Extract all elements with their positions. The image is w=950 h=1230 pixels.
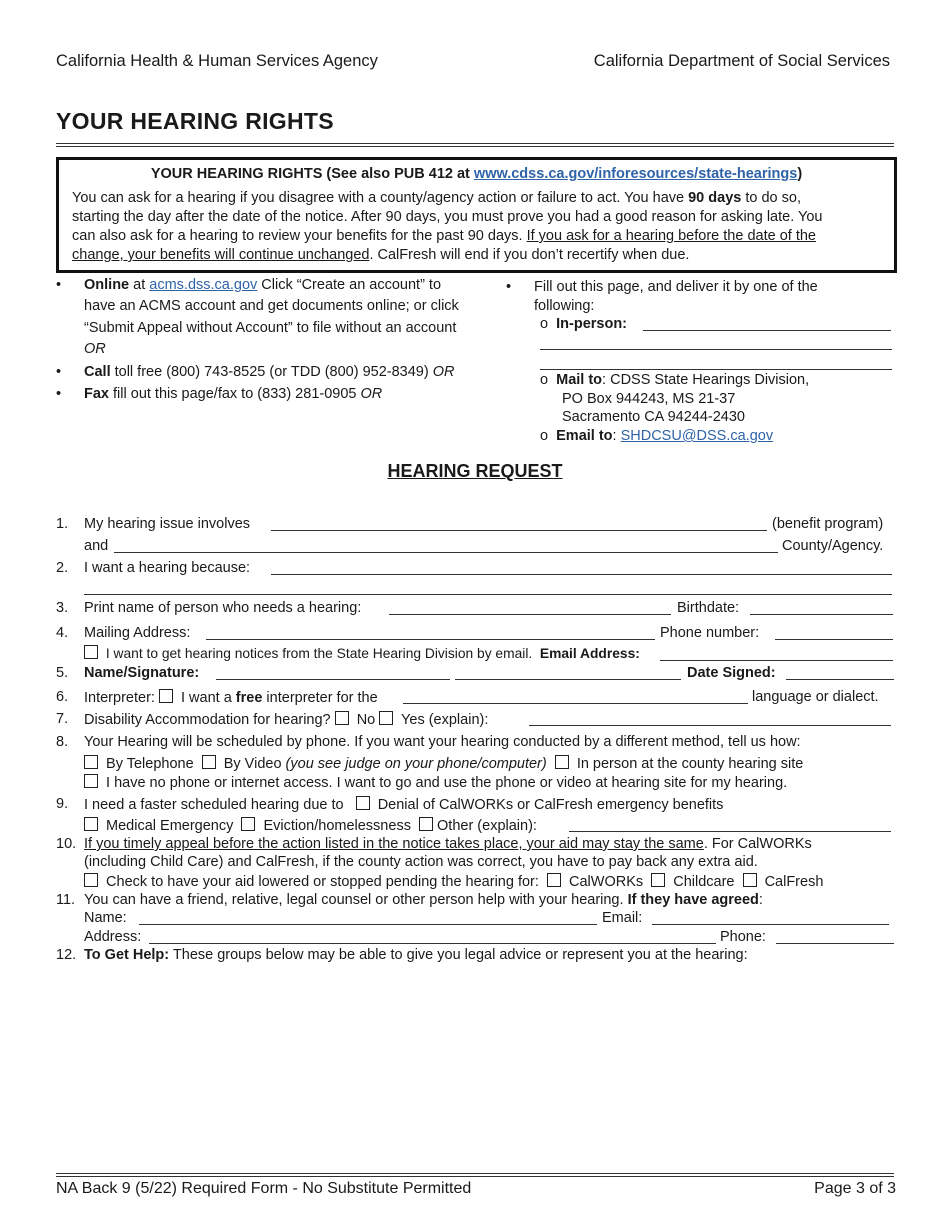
inperson-line[interactable] [643,330,891,331]
footer-divider [56,1173,894,1177]
rights-text-line: change, your benefits will continue unchanged. CalFresh will end if you don’t recertify when due. [72,247,690,263]
county-agency-field[interactable] [114,552,778,553]
get-help-text: To Get Help: These groups below may be able to give you legal advice or represent you at the hearing: [84,947,748,963]
item-number: 1. [56,516,69,532]
disability-yes-checkbox[interactable] [379,711,393,725]
calfresh-checkbox[interactable] [743,873,757,887]
video-checkbox[interactable] [202,755,216,769]
rights-box-heading: YOUR HEARING RIGHTS (See also PUB 412 at www.cdss.ca.gov/inforesources/state-hearings) [150,166,803,182]
other-checkbox[interactable] [419,817,433,831]
date-signed-field[interactable] [786,679,894,680]
reason-field-2[interactable] [84,594,892,595]
item-number: 3. [56,600,69,616]
birthdate-label: Birthdate: [677,600,740,616]
bullet: • [506,279,512,295]
mailing-address-label: Mailing Address: [84,625,191,641]
email-notice-checkbox[interactable] [84,645,98,659]
childcare-checkbox[interactable] [651,873,665,887]
aid-lowered-checkbox[interactable] [84,873,98,887]
mail-address-line: PO Box 944243, MS 21-37 [562,391,736,407]
aid-pending-text: If you timely appeal before the action listed in the notice takes place, your aid may stay the same. For CalWORKs [84,836,812,852]
item-number: 7. [56,711,69,727]
email-link[interactable]: SHDCSU@DSS.ca.gov [620,428,774,444]
rights-text-line: You can ask for a hearing if you disagree with a county/agency action or failure to act. You have 90 days to do so, [72,190,801,206]
rep-email-label: Email: [602,910,643,926]
benefit-program-field[interactable] [271,530,767,531]
deliver-intro: following: [534,298,595,314]
hearing-request-title: HEARING REQUEST [387,461,563,481]
online-option: Online at acms.dss.ca.gov Click “Create an account” to [84,277,442,293]
rep-email-field[interactable] [652,924,889,925]
item-number: 5. [56,665,69,681]
fax-option: Fax fill out this page/fax to (833) 281-0905 OR [84,386,383,402]
rep-name-field[interactable] [139,924,597,925]
item-number: 6. [56,689,69,705]
rep-phone-label: Phone: [720,929,766,945]
county-agency-label: County/Agency. [782,538,884,554]
email-option: o Email to: SHDCSU@DSS.ca.gov [540,428,774,444]
mail-address-line: Sacramento CA 94244-2430 [562,409,745,425]
hearing-method-intro: Your Hearing will be scheduled by phone. If you want your hearing conducted by a different method, tell us how: [84,734,801,750]
bullet: • [56,386,62,402]
acms-link[interactable]: acms.dss.ca.gov [149,277,258,293]
form-id: NA Back 9 (5/22) Required Form - No Substitute Permitted [56,1180,472,1197]
phone-label: Phone number: [660,625,760,641]
interpreter-option: Interpreter: I want a free interpreter for the [84,690,378,706]
birthdate-field[interactable] [750,614,893,615]
faster-hearing-options: Medical Emergency Eviction/homelessness Other (explain): [84,817,537,834]
email-notice-option: I want to get hearing notices from the State Hearing Division by email. Email Address: [84,645,640,661]
mail-option: o Mail to: CDSS State Hearings Division, [540,372,810,388]
telephone-checkbox[interactable] [84,755,98,769]
online-option-line: have an ACMS account and get documents online; or click [84,298,459,314]
name-label: Print name of person who needs a hearing: [84,600,362,616]
in-person-checkbox[interactable] [555,755,569,769]
hearing-method-options: By Telephone By Video (you see judge on your phone/computer) In person at the county hearing site [84,755,803,772]
phone-field[interactable] [775,639,893,640]
date-signed-label: Date Signed: [687,665,776,681]
aid-lowered-options: Check to have your aid lowered or stopped pending the hearing for: CalWORKs Childcare CalFresh [84,873,823,890]
item-number: 10. [56,836,77,852]
calworks-checkbox[interactable] [547,873,561,887]
eviction-checkbox[interactable] [241,817,255,831]
signature-field-2[interactable] [455,679,681,680]
online-or: OR [84,341,106,357]
inperson-line[interactable] [540,349,892,350]
no-phone-option: I have no phone or internet access. I want to go and use the phone or video at hearing site for my hearing. [84,774,787,791]
item-number: 11. [56,892,76,908]
language-field[interactable] [403,703,748,704]
faster-hearing-question: I need a faster scheduled hearing due to Denial of CalWORKs or CalFresh emergency benefits [84,797,724,813]
item-number: 4. [56,625,69,641]
state-hearings-link[interactable]: www.cdss.ca.gov/inforesources/state-hearings [473,166,798,182]
email-address-field[interactable] [660,660,893,661]
title-divider [56,143,894,147]
department-name: California Department of Social Services [593,52,890,70]
inperson-option: o In-person: [540,316,628,332]
name-field[interactable] [389,614,671,615]
bullet: • [56,364,62,380]
item-number: 9. [56,796,69,812]
disability-question: Disability Accommodation for hearing? No Yes (explain): [84,712,489,728]
representative-intro: You can have a friend, relative, legal counsel or other person help with your hearing. If they have agreed: [84,892,763,908]
rep-name-label: Name: [84,910,127,926]
other-explain-field[interactable] [569,831,891,832]
deliver-intro: Fill out this page, and deliver it by one of the [534,279,818,295]
call-option: Call toll free (800) 743-8525 (or TDD (800) 952-8349) OR [84,364,455,380]
rep-address-label: Address: [84,929,142,945]
inperson-line[interactable] [540,369,892,370]
item-number: 2. [56,560,69,576]
hearing-rights-box [56,157,897,273]
medical-emergency-checkbox[interactable] [84,817,98,831]
no-phone-checkbox[interactable] [84,774,98,788]
aid-pending-text: (including Child Care) and CalFresh, if the county action was correct, you have to pay back any extra aid. [84,854,758,870]
reason-field[interactable] [271,574,892,575]
signature-field[interactable] [216,679,450,680]
reason-label: I want a hearing because: [84,560,251,576]
interpreter-checkbox[interactable] [159,689,173,703]
rep-address-field[interactable] [149,943,716,944]
item-number: 8. [56,734,69,750]
disability-no-checkbox[interactable] [335,711,349,725]
issue-label: My hearing issue involves [84,516,251,532]
rights-text-line: starting the day after the date of the notice. After 90 days, you must prove you had a good reason for asking late. You [72,209,823,225]
language-label: language or dialect. [752,689,879,705]
online-option-line: “Submit Appeal without Account” to file without an account [84,320,457,336]
signature-label: Name/Signature: [84,665,200,681]
emergency-benefits-checkbox[interactable] [356,796,370,810]
and-label: and [84,538,109,554]
rights-text-line: can also ask for a hearing to review your benefits for the past 90 days. If you ask for a hearing before the date of the [72,228,816,244]
bullet: • [56,277,62,293]
page-number: Page 3 of 3 [814,1180,896,1197]
agency-name: California Health & Human Services Agency [56,52,378,70]
page-title: YOUR HEARING RIGHTS [56,108,334,134]
mailing-address-field[interactable] [206,639,655,640]
item-number: 12. [56,947,77,963]
rep-phone-field[interactable] [776,943,894,944]
disability-explain-field[interactable] [529,725,891,726]
benefit-program-label: (benefit program) [772,516,884,532]
